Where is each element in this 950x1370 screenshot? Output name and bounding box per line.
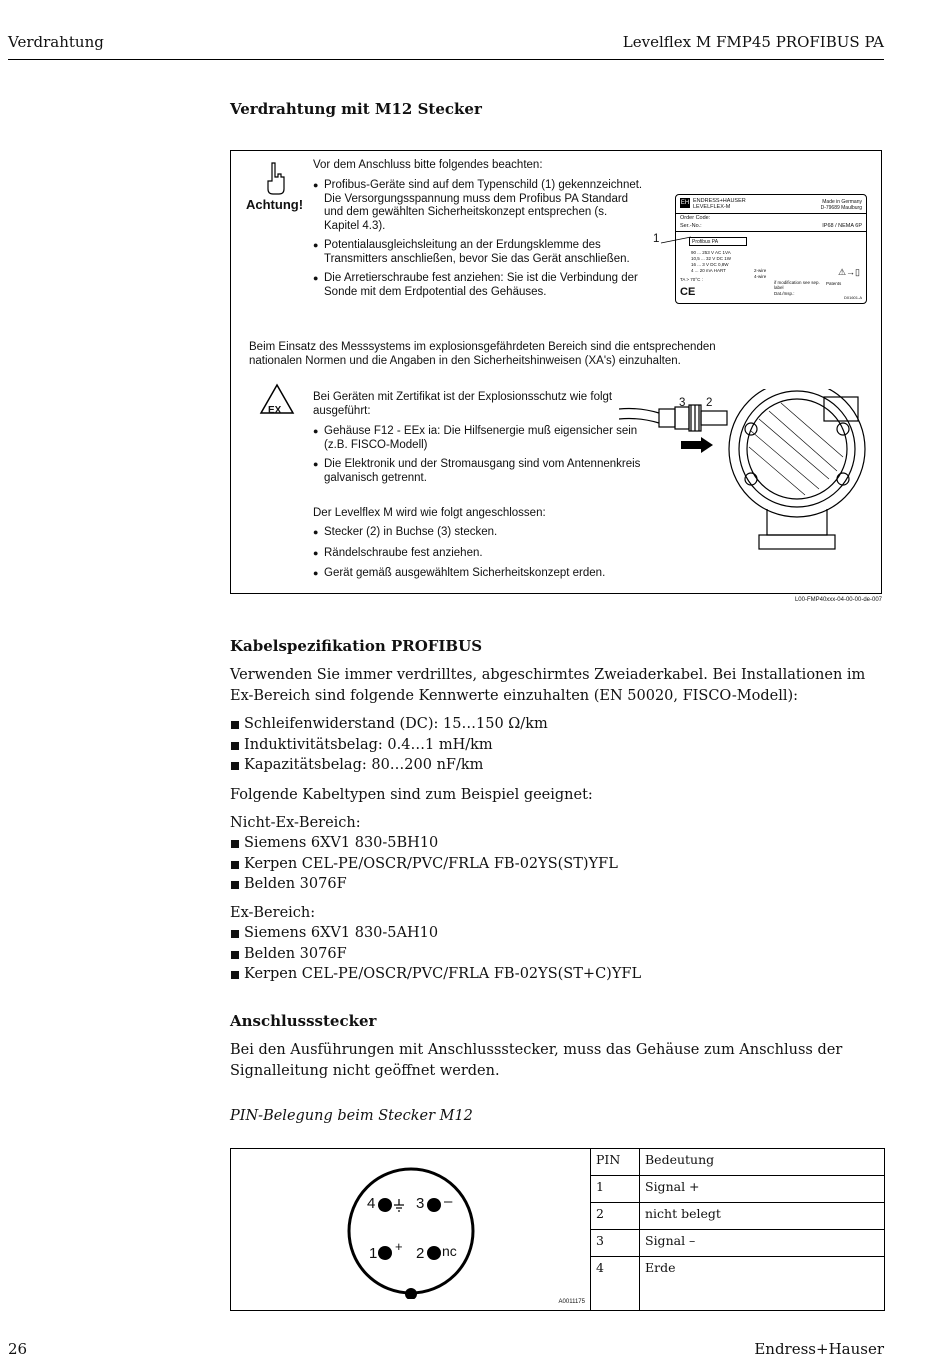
figure-intro: Vor dem Anschluss bitte folgendes beachten: [313,159,543,171]
list-item: Kapazitätsbelag: 80…200 nF/km [230,755,548,776]
table-row [591,1176,885,1203]
nameplate-voltage-dc2: 16 ... 3 V DC 0,8W [691,262,729,267]
cable-intro: Folgende Kabeltypen sind zum Beispiel geeignet: [230,787,593,803]
nameplate [675,194,867,304]
callout-1-leader [659,235,693,247]
section-title-connector: Anschlussstecker [230,1012,377,1030]
nameplate-order-code: Order Code: [680,215,711,221]
nameplate-4wire: 4-wire [754,274,767,279]
pin-figure [230,1148,591,1311]
header-rule [8,59,884,60]
list-item: ● Die Elektronik und der Stromausgang sind vom Antennenkreis galvanisch getrennt. [313,458,643,485]
table-header-row [591,1149,885,1176]
pin-3-symbol: – [444,1193,453,1210]
connector-paragraph: Bei den Ausführungen mit Anschlussstecker, muss das Gehäuse zum Anschluss der Signalleitung nicht geöffnet werden. [230,1042,843,1079]
pin-table [590,1148,885,1311]
nameplate-voltage-dc: 10,5 ... 32 V DC 1W [691,256,732,261]
nameplate-modification: if modification see sep. label [774,280,820,290]
nameplate-dat: Dat./Insp.: [774,291,795,296]
table-cell: 1 [591,1176,640,1203]
pin-2-symbol: nc [442,1243,457,1259]
table-cell: 4 [591,1257,640,1311]
nameplate-ip: IP68 / NEMA 6P [822,223,862,229]
figure-bullets [313,179,643,305]
nameplate-ser-no: Ser.-No.: [680,223,702,229]
list-item: ● Die Arretierschraube fest anziehen: Sie ist die Verbindung der Sonde mit dem Erdpotential des Gehäuses. [313,272,643,299]
pin-1-label: 1 [369,1245,378,1262]
ground-icon [394,1199,404,1211]
ex-bullets [313,425,643,491]
nameplate-model: LEVELFLEX-M [693,204,731,210]
pin-4-label: 4 [367,1195,376,1212]
footer-company: Endress+Hauser [754,1340,884,1358]
list-item: ● Stecker (2) in Buchse (3) stecken. [313,526,643,540]
nameplate-made-in: Made in Germany [822,199,862,205]
figure-code: L00-FMP40xxx-04-00-00-de-007 [794,597,882,603]
list-item: ● Potentialausgleichsleitung an der Erdungsklemme des Transmitters anschließen, bevor Sie das Gerät anschließen. [313,239,643,266]
hand-pointing-icon [265,161,287,195]
ce-mark-icon: CE [680,286,696,298]
connect-bullets [313,526,643,587]
list-item: ● Rändelschraube fest anziehen. [313,547,643,561]
table-cell: Signal + [640,1176,885,1203]
table-cell: 3 [591,1230,640,1257]
nameplate-patents: Patents [826,281,842,286]
pin-caption: PIN-Belegung beim Stecker M12 [230,1108,473,1124]
table-cell: nicht belegt [640,1203,885,1230]
table-cell: 2 [591,1203,640,1230]
table-row [591,1230,885,1257]
list-item: ● Gehäuse F12 - EEx ia: Die Hilfsenergie muß eigensicher sein (z.B. FISCO-Modell) [313,425,643,452]
list-item: Siemens 6XV1 830-5BH10 [230,833,618,854]
list-item: ● Profibus-Geräte sind auf dem Typenschild (1) gekennzeichnet. Die Versorgungsspannung muss dem Profibus PA Standard und dem gewählten Sicherheitskonzept entsprechen (s. Kapitel 4.3). [313,179,643,233]
nameplate-address: D-79689 Maulburg [820,205,862,211]
table-row [591,1257,885,1311]
list-item: ● Gerät gemäß ausgewähltem Sicherheitskonzept erden. [313,567,643,581]
callout-3: 3 [679,397,686,409]
list-item: Kerpen CEL-PE/OSCR/PVC/FRLA FB-02YS(ST+C)YFL [230,964,641,985]
table-header: Bedeutung [640,1149,885,1176]
table-cell: Erde [640,1257,885,1311]
list-item: Induktivitätsbelag: 0.4…1 mH/km [230,735,548,756]
table-cell: Signal – [640,1230,885,1257]
nonex-title: Nicht-Ex-Bereich: [230,815,361,831]
callout-1: 1 [653,233,660,245]
ex-note: Beim Einsatz des Messsystems im explosionsgefährdeten Bereich sind die entsprechenden nationalen Normen und die Angaben in den Sicherheitshinweisen (XA's) einzuhalten. [249,341,716,367]
nameplate-ta: TA > 70°C : [680,277,703,282]
nameplate-profibus: Profibus PA [689,237,747,246]
ex-list [230,923,641,985]
callout-2: 2 [706,397,713,409]
pin-1-symbol: + [395,1239,403,1254]
pin-figure-code: A0011175 [558,1299,585,1305]
m12-connector-drawing [341,1165,481,1299]
pin-2-label: 2 [416,1245,425,1262]
nameplate-current: 4 ... 20 mA HART [691,268,726,273]
ex-intro: Bei Geräten mit Zertifikat ist der Explosionsschutz wie folgt ausgeführt: [313,391,613,417]
list-item: Kerpen CEL-PE/OSCR/PVC/FRLA FB-02YS(ST)YFL [230,854,618,875]
eh-logo-icon: EH [680,200,690,206]
nameplate-2wire: 2-wire [754,268,767,273]
header-product: Levelflex M FMP45 PROFIBUS PA [622,33,884,51]
section-title-cable: Kabelspezifikation PROFIBUS [230,637,483,655]
header-section: Verdrahtung [8,33,104,51]
table-header: PIN [591,1149,640,1176]
ex-title: Ex-Bereich: [230,905,316,921]
list-item: Siemens 6XV1 830-5AH10 [230,923,641,944]
list-item: Schleifenwiderstand (DC): 15…150 Ω/km [230,714,548,735]
achtung-label: Achtung! [246,197,304,212]
ex-label: EX [268,405,282,416]
pin-3-label: 3 [416,1195,425,1212]
page-number: 26 [8,1340,28,1358]
cable-paragraph: Verwenden Sie immer verdrilltes, abgeschirmtes Zweiaderkabel. Bei Installationen im Ex-Bereich sind folgende Kennwerte einzuhalten (EN 50020, FISCO-Modell): [230,667,866,704]
warning-icon: ⚠→▯ [837,267,860,277]
nonex-list [230,833,618,895]
housing-connector-drawing [619,389,869,555]
list-item: Belden 3076F [230,944,641,965]
cable-specs [230,714,548,776]
connect-intro: Der Levelflex M wird wie folgt angeschlossen: [313,507,546,519]
list-item: Belden 3076F [230,874,618,895]
nameplate-voltage-ac: 90 ... 253 V AC 1VA [691,250,731,255]
nameplate-brand: ENDRESS+HAUSER [693,198,746,204]
wiring-figure [230,150,882,594]
table-row [591,1203,885,1230]
nameplate-code: D01601-A [843,295,862,300]
section-title-wiring: Verdrahtung mit M12 Stecker [230,100,482,118]
